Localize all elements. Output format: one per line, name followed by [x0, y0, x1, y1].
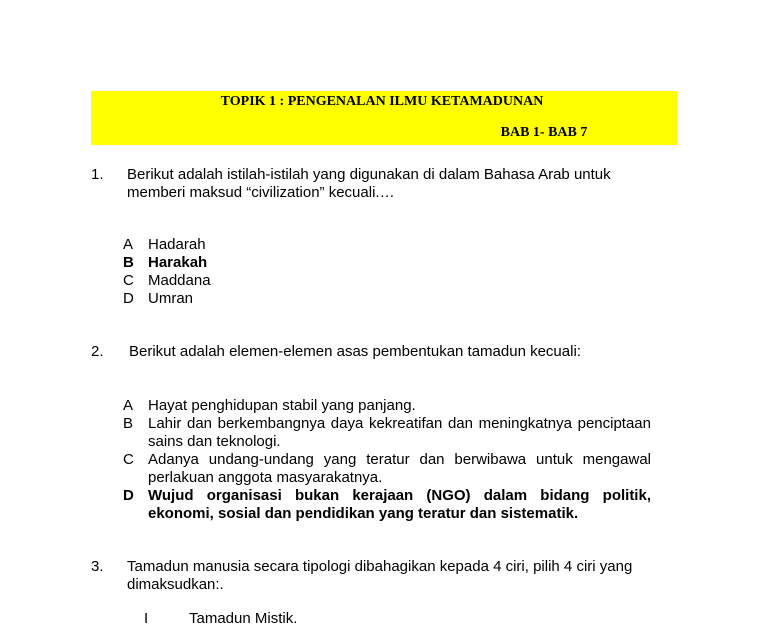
option-letter: B	[123, 415, 134, 432]
document-subtitle: BAB 1- BAB 7	[500, 125, 588, 140]
question-3-number: 3.	[91, 558, 104, 575]
q3-item-text: Tamadun Mistik.	[189, 610, 298, 627]
option-letter: D	[123, 290, 134, 307]
header-banner	[91, 91, 677, 145]
q1-option-c	[123, 272, 651, 290]
option-letter: C	[123, 272, 134, 289]
document-title: TOPIK 1 : PENGENALAN ILMU KETAMADUNAN	[220, 94, 544, 109]
option-letter: D	[123, 487, 134, 504]
option-text: Wujud organisasi bukan kerajaan (NGO) dalam bidang politik, ekonomi, sosial dan pendidikan yang teratur dan sistematik.	[148, 487, 651, 522]
option-text: Lahir dan berkembangnya daya kekreatifan dan meningkatnya penciptaan sains dan teknologi.	[148, 415, 651, 450]
q1-option-a	[123, 236, 651, 254]
question-1-number: 1.	[91, 166, 104, 183]
option-text: Hayat penghidupan stabil yang panjang.	[148, 397, 416, 414]
option-text: Harakah	[148, 254, 208, 271]
q1-option-b-correct	[123, 254, 651, 272]
option-text: Hadarah	[148, 236, 206, 253]
option-letter: B	[123, 254, 134, 271]
option-text: Adanya undang-undang yang teratur dan berwibawa untuk mengawal perlakuan anggota masyarakatnya.	[148, 451, 651, 486]
option-letter: A	[123, 236, 134, 253]
q2-option-d-correct	[123, 487, 651, 523]
q3-item-numeral: I	[144, 610, 149, 627]
q1-option-d	[123, 290, 651, 308]
option-text: Umran	[148, 290, 194, 307]
q2-option-c	[123, 451, 651, 487]
q2-option-b	[123, 415, 651, 451]
question-2-text: Berikut adalah elemen-elemen asas pembentukan tamadun kecuali:	[129, 343, 581, 360]
question-1-text: Berikut adalah istilah-istilah yang digunakan di dalam Bahasa Arab untuk memberi maksud “civilization” kecuali.…	[127, 166, 611, 201]
question-2-number: 2.	[91, 343, 104, 360]
question-3-text: Tamadun manusia secara tipologi dibahagikan kepada 4 ciri, pilih 4 ciri yang dimaksudkan:.	[127, 558, 633, 593]
option-letter: A	[123, 397, 134, 414]
option-letter: C	[123, 451, 134, 468]
q2-option-a	[123, 397, 651, 415]
option-text: Maddana	[148, 272, 211, 289]
